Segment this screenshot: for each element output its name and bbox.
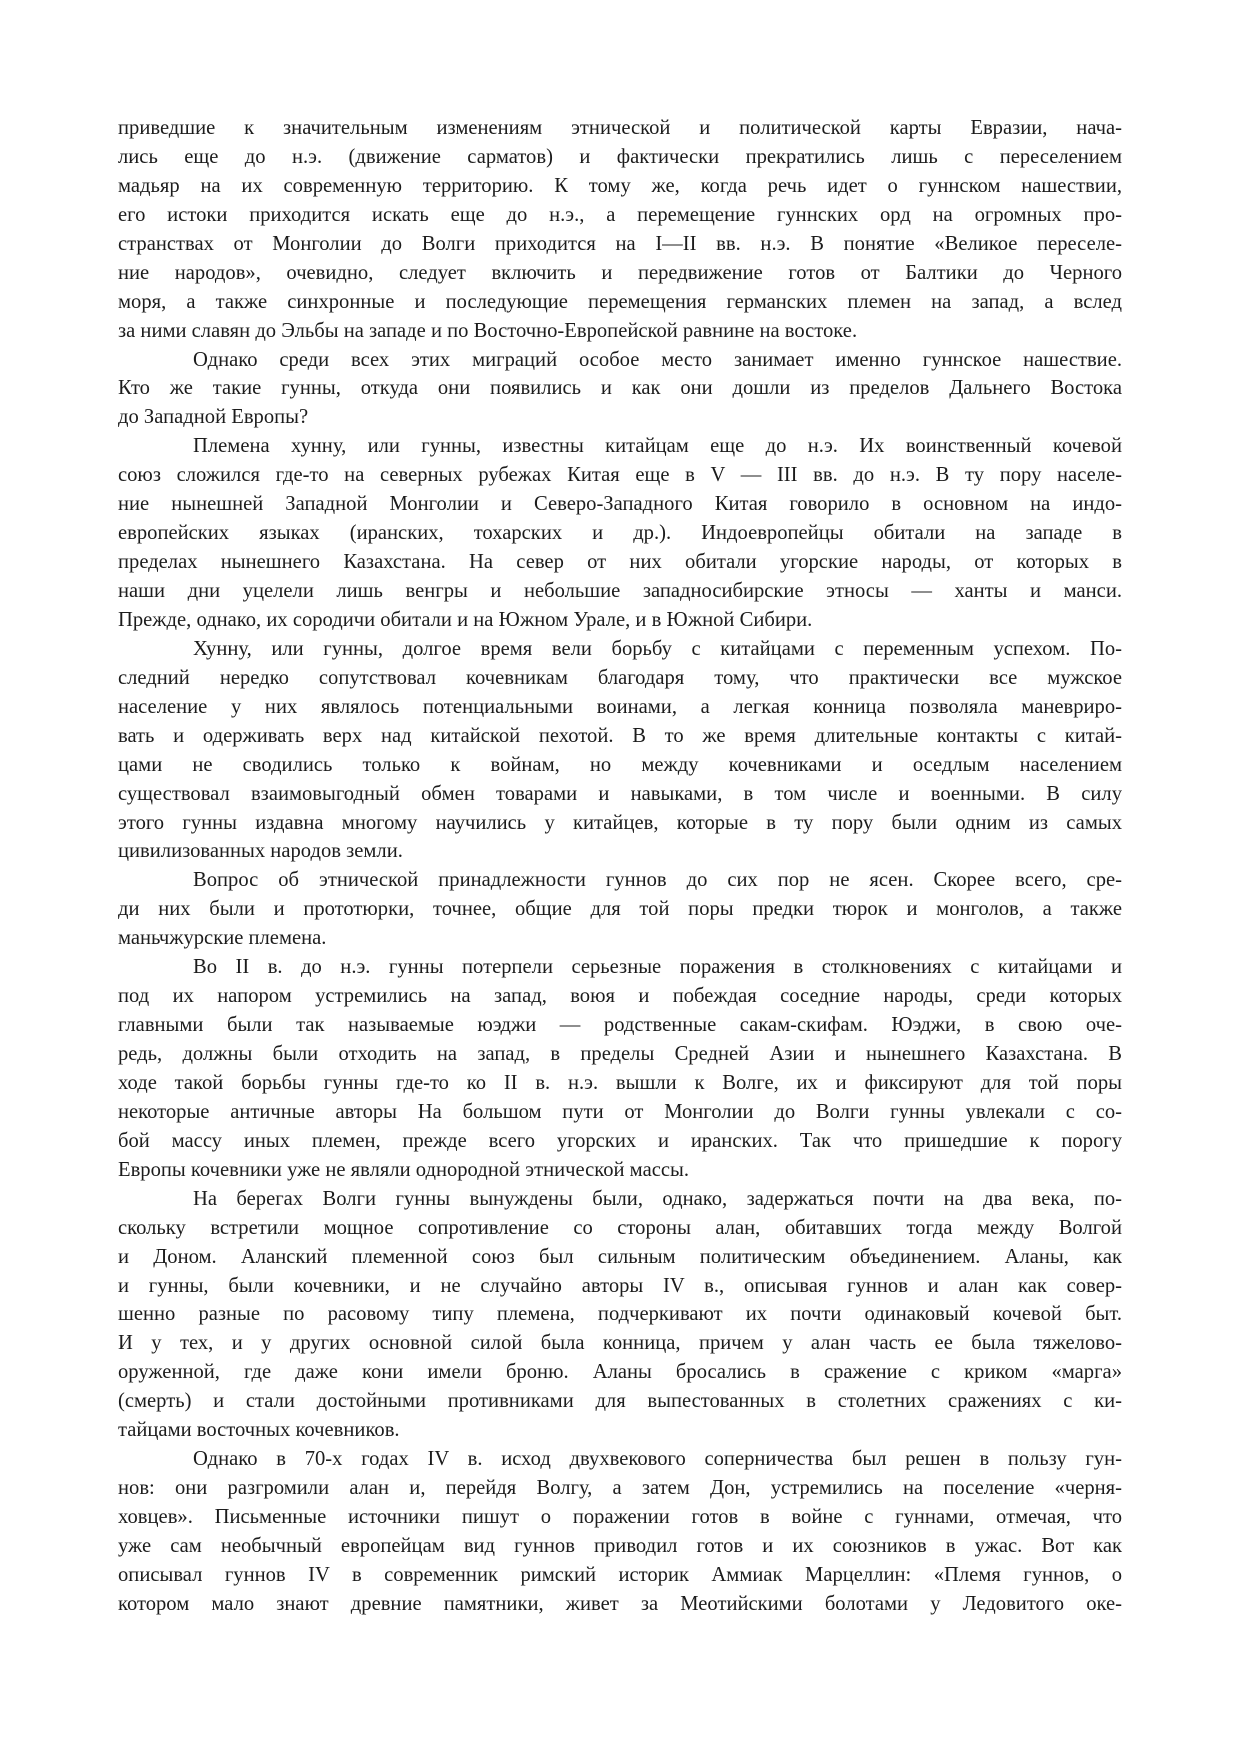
text-line: котором мало знают древние памятники, живет за Меотийскими болотами у Ледовитого оке- <box>118 1592 1122 1615</box>
text-line: Однако в 70-х годах IV в. исход двухвекового соперничества был решен в пользу гун- <box>193 1448 1122 1471</box>
text-line: население у них являлось потенциальными воинами, а легкая конница позволяла маневриро- <box>118 695 1122 718</box>
text-line: наши дни уцелели лишь венгры и небольшие западносибирские этносы — ханты и манси. <box>118 580 1122 602</box>
text-line: ние нынешней Западной Монголии и Северо-Западного Китая говорило в основном на индо- <box>118 493 1122 516</box>
text-line: пределах нынешнего Казахстана. На север от них обитали угорские народы, от которых в <box>118 551 1122 574</box>
text-line: этого гунны издавна многому научились у китайцев, которые в ту пору были одним из самых <box>118 811 1122 834</box>
text-line: цами не сводились только к войнам, но между кочевниками и оседлым населением <box>118 753 1122 776</box>
text-line: главными были так называемые юэджи — родственные сакам-скифам. Юэджи, в свою оче- <box>118 1014 1122 1037</box>
text-line: Кто же такие гунны, откуда они появились и как они дошли из пределов Дальнего Востока <box>118 377 1122 400</box>
text-line: европейских языках (иранских, тохарских и др.). Индоевропейцы обитали на западе в <box>118 522 1122 545</box>
paragraph <box>118 1445 1122 1619</box>
text-line: Хунну, или гунны, долгое время вели борьбу с китайцами с переменным успехом. По- <box>193 637 1122 660</box>
text-line: скольку встретили мощное сопротивление со стороны алан, обитавших тогда между Волгой <box>118 1216 1122 1239</box>
text-line: бой массу иных племен, прежде всего угорских и иранских. Так что пришедшие к порогу <box>118 1129 1122 1152</box>
text-line: Вопрос об этнической принадлежности гуннов до сих пор не ясен. Скорее всего, сре- <box>193 869 1122 892</box>
paragraph <box>118 114 1122 346</box>
paragraph <box>118 635 1122 867</box>
paragraph <box>118 953 1122 1185</box>
text-line: маньчжурские племена. <box>118 927 327 950</box>
text-line: оруженной, где даже кони имели броню. Аланы бросались в сражение с криком «марга» <box>118 1361 1122 1384</box>
text-line: странствах от Монголии до Волги приходится на I—II вв. н.э. В понятие «Великое переселе- <box>118 232 1122 255</box>
text-line: (смерть) и стали достойными противниками для выпестованных в столетних сражениях с ки- <box>118 1390 1122 1413</box>
text-line: уже сам необычный европейцам вид гуннов приводил готов и их союзников в ужас. Вот как <box>118 1534 1122 1557</box>
text-line: Племена хунну, или гунны, известны китайцам еще до н.э. Их воинственный кочевой <box>193 435 1122 458</box>
text-line: его истоки приходится искать еще до н.э., а перемещение гуннских орд на огромных про- <box>118 203 1122 226</box>
paragraph <box>118 432 1122 635</box>
text-line: союз сложился где-то на северных рубежах Китая еще в V — III вв. до н.э. В ту пору населе- <box>118 464 1122 487</box>
text-line: лись еще до н.э. (движение сарматов) и фактически прекратились лишь с переселением <box>118 145 1122 168</box>
text-line: ходе такой борьбы гунны где-то ко II в. н.э. вышли к Волге, их и фиксируют для той поры <box>118 1071 1122 1094</box>
text-line: под их напором устремились на запад, воюя и побеждая соседние народы, среди которых <box>118 985 1122 1008</box>
text-line: нов: они разгромили алан и, перейдя Волгу, а затем Дон, устремились на поселение «черня- <box>118 1477 1122 1500</box>
text-line: Во II в. до н.э. гунны потерпели серьезные поражения в столкновениях с китайцами и <box>193 956 1122 979</box>
text-line: за ними славян до Эльбы на западе и по Восточно-Европейской равнине на востоке. <box>118 319 858 342</box>
text-line: и Доном. Аланский племенной союз был сильным политическим объединением. Аланы, как <box>118 1245 1122 1268</box>
paragraph <box>118 346 1122 433</box>
text-line: шенно разные по расовому типу племена, подчеркивают их почти одинаковый кочевой быт. <box>118 1303 1122 1326</box>
text-line: ховцев». Письменные источники пишут о поражении готов в войне с гуннами, отмечая, что <box>118 1506 1122 1528</box>
text-line: вать и одерживать верх над китайской пехотой. В то же время длительные контакты с китай- <box>118 724 1122 747</box>
text-line: ди них были и прототюрки, точнее, общие для той поры предки тюрок и монголов, а также <box>118 898 1122 921</box>
text-line: приведшие к значительным изменениям этнической и политической карты Евразии, нача- <box>118 117 1122 139</box>
paragraph <box>118 866 1122 953</box>
text-line: мадьяр на их современную территорию. К тому же, когда речь идет о гуннском нашествии, <box>118 174 1122 197</box>
text-line: На берегах Волги гунны вынуждены были, однако, задержаться почти на два века, по- <box>193 1187 1122 1210</box>
text-line: Однако среди всех этих миграций особое место занимает именно гуннское нашествие. <box>193 348 1122 371</box>
text-line: Прежде, однако, их сородичи обитали и на Южном Урале, и в Южной Сибири. <box>118 608 813 631</box>
text-line: ние народов», очевидно, следует включить и передвижение готов от Балтики до Черного <box>118 261 1122 284</box>
text-line: И у тех, и у других основной силой была конница, причем у алан часть ее была тяжелово- <box>118 1332 1122 1355</box>
text-line: моря, а также синхронные и последующие перемещения германских племен на запад, а вслед <box>118 290 1122 313</box>
text-line: и гунны, были кочевники, и не случайно авторы IV в., описывая гуннов и алан как совер- <box>118 1274 1122 1297</box>
document-text-body <box>118 114 1122 1619</box>
text-line: редь, должны были отходить на запад, в пределы Средней Азии и нынешнего Казахстана. В <box>118 1043 1122 1065</box>
text-line: цивилизованных народов земли. <box>118 840 403 863</box>
text-line: описывал гуннов IV в современник римский историк Аммиак Марцеллин: «Племя гуннов, о <box>118 1563 1122 1586</box>
text-line: Европы кочевники уже не являли однородной этнической массы. <box>118 1158 689 1181</box>
paragraph <box>118 1185 1122 1445</box>
text-line: тайцами восточных кочевников. <box>118 1419 400 1442</box>
text-line: следний нередко сопутствовал кочевникам благодаря тому, что практически все мужское <box>118 666 1122 689</box>
text-line: существовал взаимовыгодный обмен товарами и навыками, в том числе и военными. В силу <box>118 782 1122 805</box>
text-line: до Западной Европы? <box>118 406 309 429</box>
text-line: некоторые античные авторы На большом пути от Монголии до Волги гунны увлекали с со- <box>118 1100 1122 1123</box>
